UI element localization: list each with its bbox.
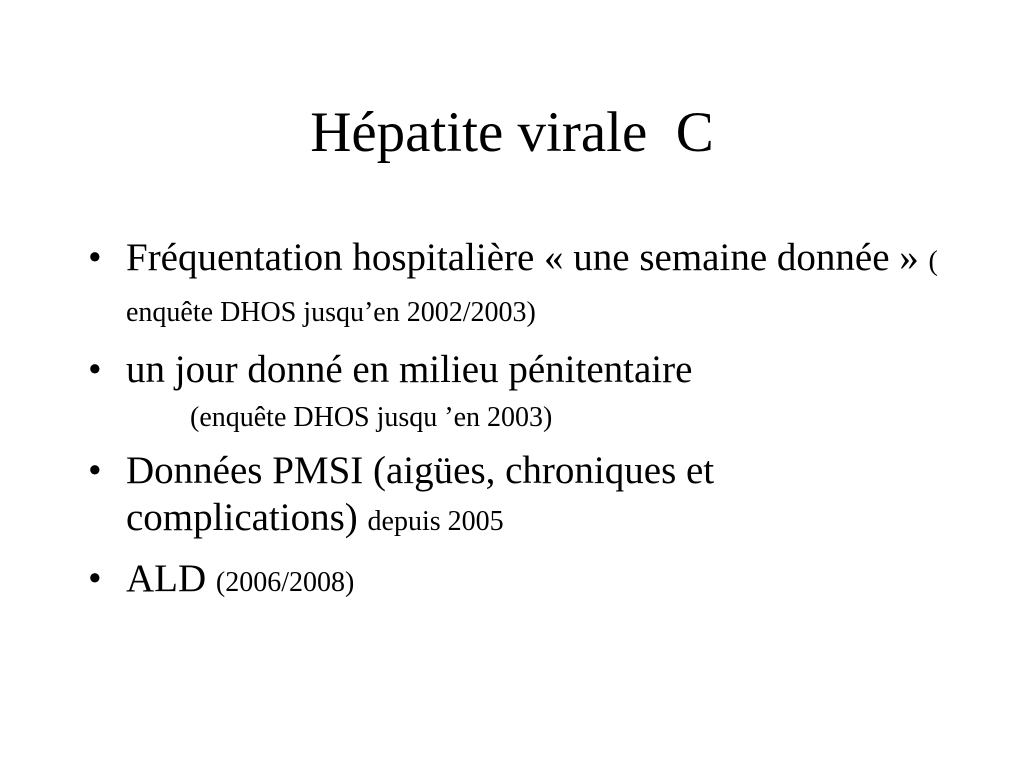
bullet-text: Données PMSI (aigües, chroniques et complications) [126, 449, 715, 539]
bullet-item-pmsi-data [84, 447, 944, 545]
bullet-list [84, 234, 944, 606]
bullet-item-hospital-frequentation [84, 234, 944, 336]
bullet-icon: • [88, 449, 102, 492]
bullet-text: Fréquentation hospitalière « une semaine donnée » [126, 236, 929, 279]
bullet-icon: • [88, 557, 102, 600]
bullet-note: (enquête DHOS jusqu ’en 2003) [190, 402, 553, 433]
bullet-icon: • [88, 236, 102, 279]
bullet-text: ALD [126, 557, 216, 600]
bullet-text: un jour donné en milieu pénitentaire [126, 348, 693, 391]
bullet-note: ( enquête DHOS jusqu’en 2002/2003) [126, 246, 938, 328]
bullet-item-ald [84, 555, 944, 606]
bullet-icon: • [88, 348, 102, 391]
bullet-item-penitentiary [84, 346, 944, 437]
slide-title: Hépatite virale C [310, 101, 714, 164]
bullet-note: (2006/2008) [215, 567, 355, 598]
bullet-note: depuis 2005 [367, 506, 504, 537]
